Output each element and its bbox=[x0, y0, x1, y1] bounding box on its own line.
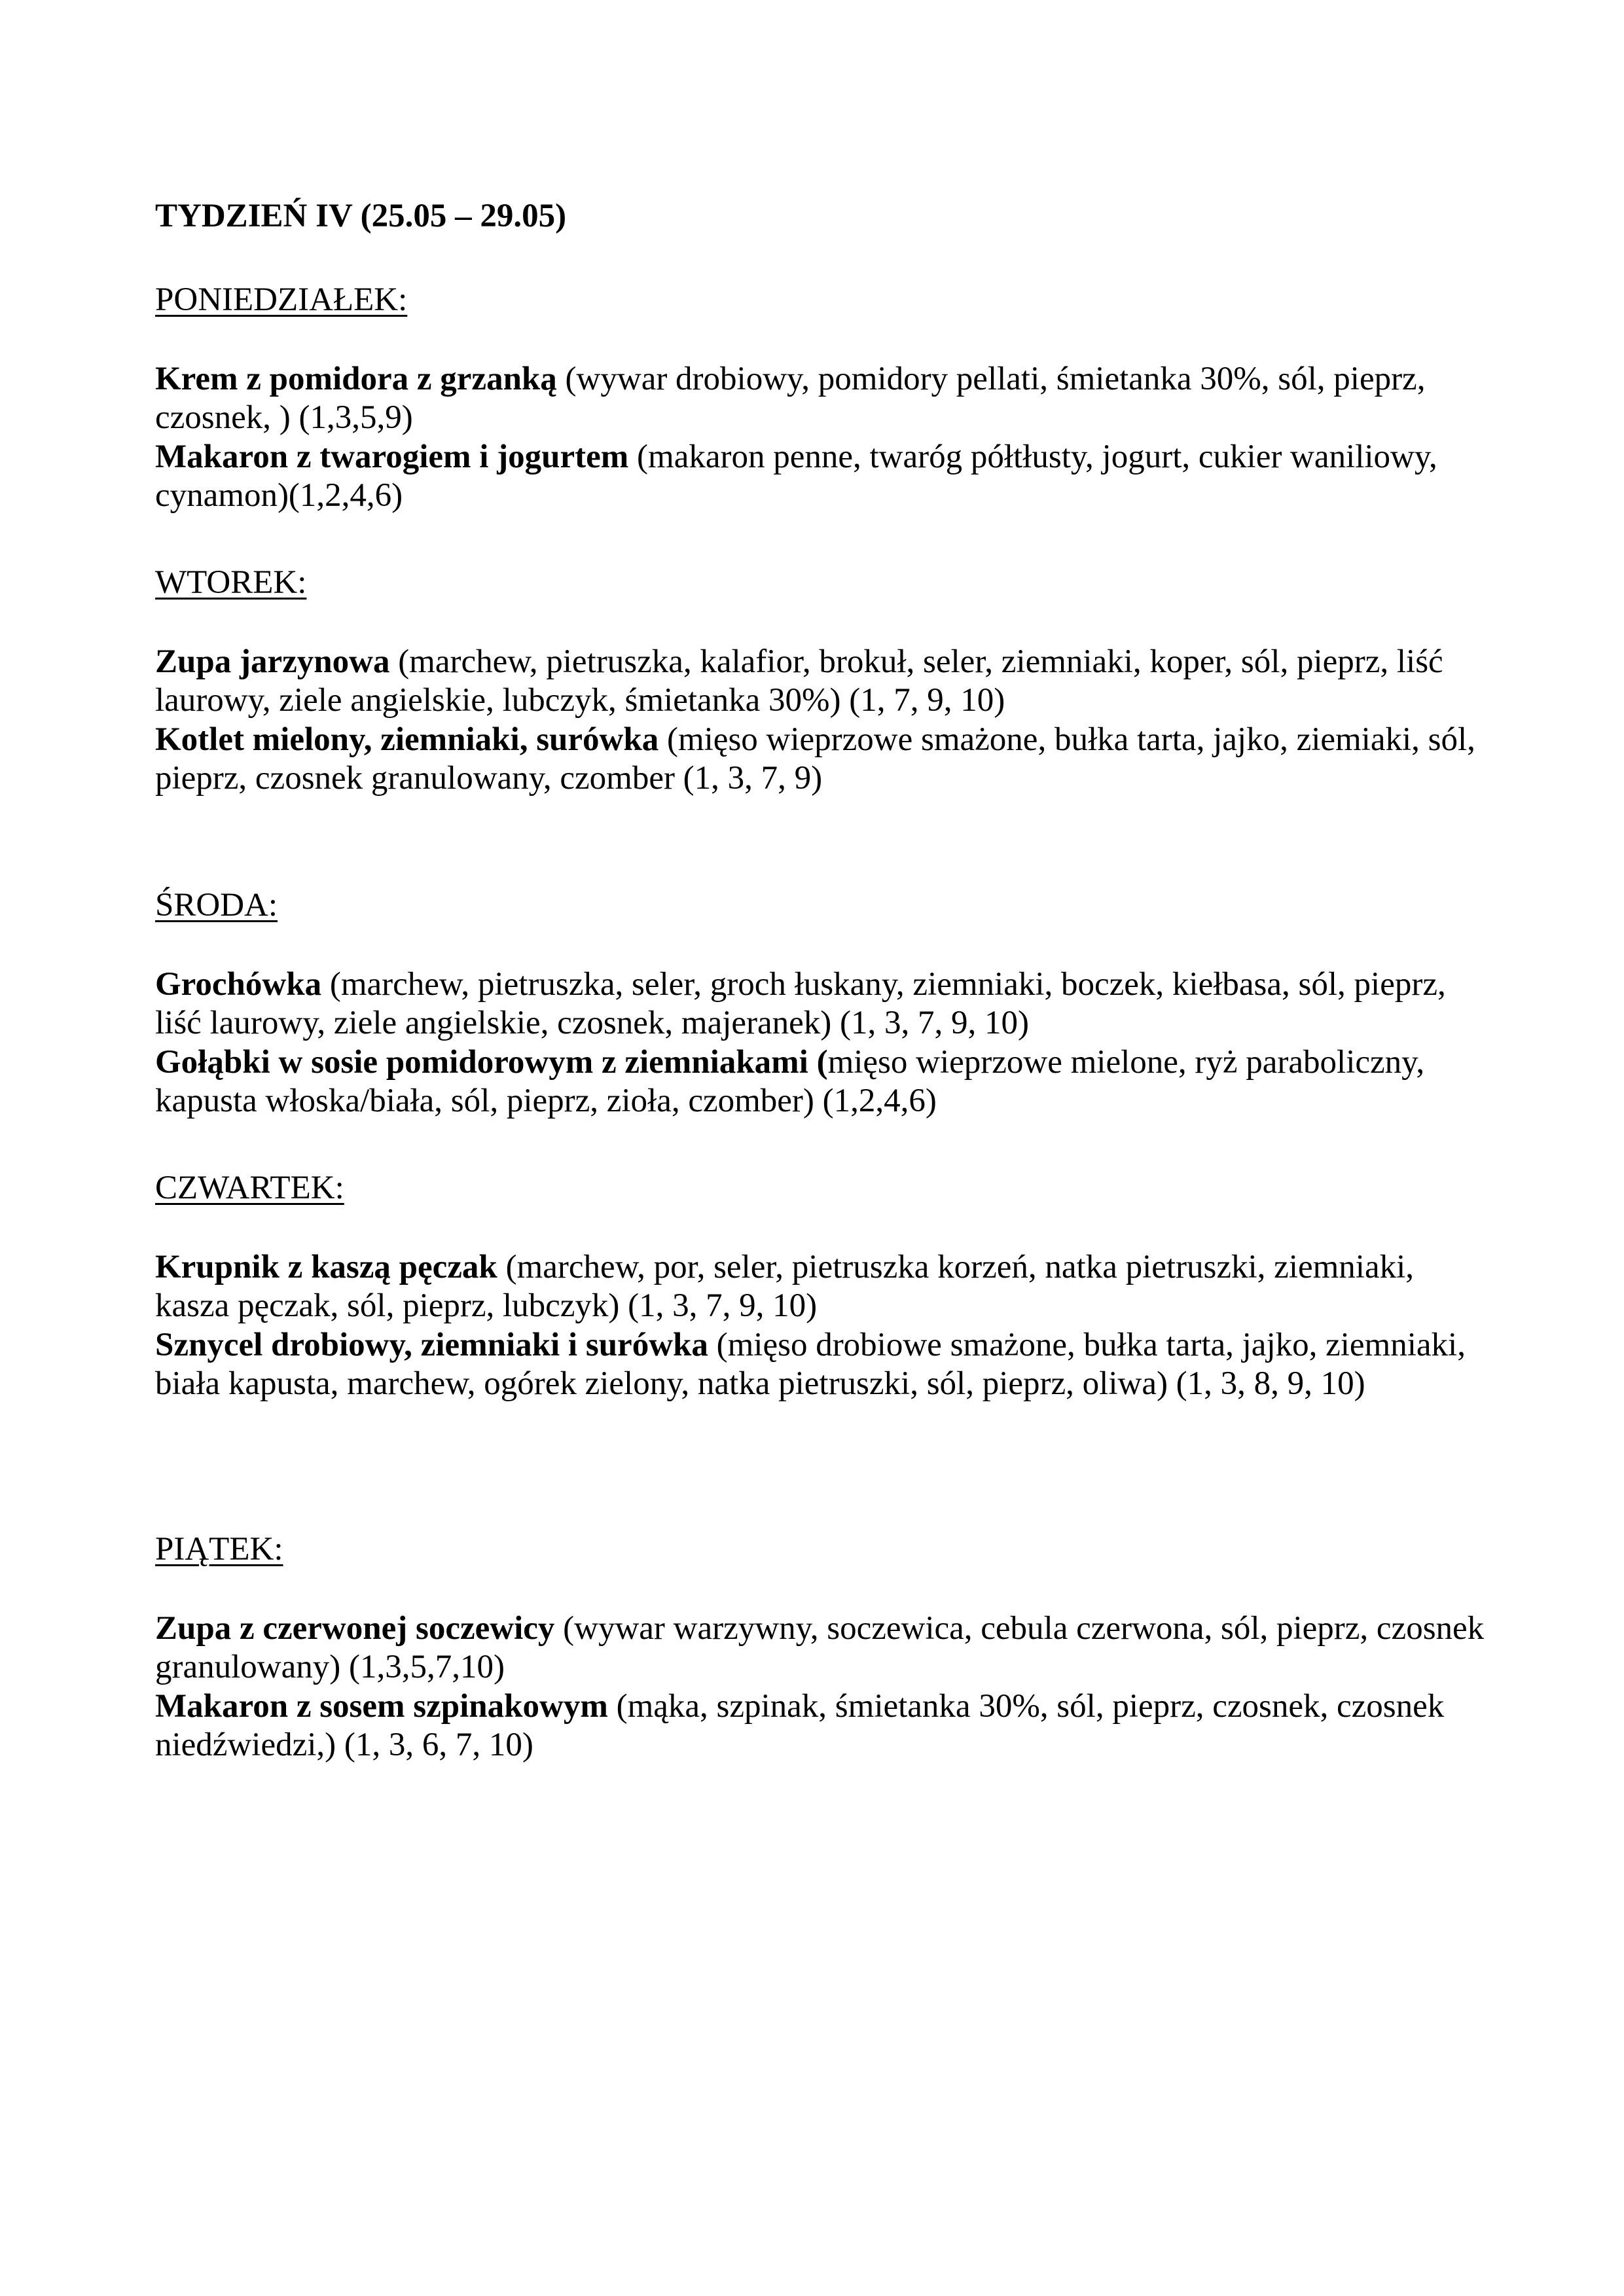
dish-entry bbox=[155, 1043, 1490, 1121]
dish-details: (mięso drobiowe smażone, bułka tarta, jajko, ziemniaki, biała kapusta, marchew, ogórek zielony, natka pietruszki, sól, pieprz, oliwa) (1, 3, 8, 9, 10) bbox=[155, 1327, 1466, 1402]
dish-name: Sznycel drobiowy, ziemniaki i surówka bbox=[155, 1327, 708, 1363]
dish-name: Makaron z twarogiem i jogurtem bbox=[155, 439, 629, 475]
dish-name: Makaron z sosem szpinakowym bbox=[155, 1688, 608, 1725]
dish-details: (wywar warzywny, soczewica, cebula czerwona, sól, pieprz, czosnek granulowany) (1,3,5,7,10) bbox=[155, 1610, 1485, 1685]
dish-details: (marchew, por, seler, pietruszka korzeń, natka pietruszki, ziemniaki, kasza pęczak, sól, pieprz, lubczyk) (1, 3, 7, 9, 10) bbox=[155, 1249, 1415, 1324]
dish-details: (marchew, pietruszka, kalafior, brokuł, seler, ziemniaki, koper, sól, pieprz, liść laurowy, ziele angielskie, lubczyk, śmietanka 30%) (1, 7, 9, 10) bbox=[155, 643, 1443, 719]
dish-details: (wywar drobiowy, pomidory pellati, śmietanka 30%, sól, pieprz, czosnek, ) (1,3,5,9) bbox=[155, 361, 1426, 436]
dish-entry bbox=[155, 1687, 1490, 1765]
dish-name: Krem z pomidora z grzanką bbox=[155, 361, 557, 397]
dish-entry bbox=[155, 438, 1490, 515]
dish-name: Zupa jarzynowa bbox=[155, 643, 390, 680]
page-title: TYDZIEŃ IV (25.05 – 29.05) bbox=[155, 198, 567, 234]
dish-name: Grochówka bbox=[155, 966, 322, 1003]
day-heading-thursday: CZWARTEK: bbox=[155, 1170, 344, 1206]
dish-entry bbox=[155, 1248, 1490, 1325]
dish-name: Gołąbki w sosie pomidorowym z ziemniakami ( bbox=[155, 1044, 828, 1081]
dish-details: (makaron penne, twaróg półtłusty, jogurt, cukier waniliowy, cynamon)(1,2,4,6) bbox=[155, 439, 1437, 514]
day-heading-monday: PONIEDZIAŁEK: bbox=[155, 281, 408, 318]
dish-details: (mąka, szpinak, śmietanka 30%, sól, pieprz, czosnek, czosnek niedźwiedzi,) (1, 3, 6, 7, 10) bbox=[155, 1688, 1445, 1763]
dish-entry bbox=[155, 643, 1490, 720]
dish-entry bbox=[155, 1609, 1490, 1687]
day-heading-wednesday: ŚRODA: bbox=[155, 887, 278, 924]
day-heading-friday: PIĄTEK: bbox=[155, 1531, 283, 1568]
dish-entry bbox=[155, 360, 1490, 437]
dish-entry bbox=[155, 721, 1490, 798]
dish-details: mięso wieprzowe mielone, ryż paraboliczny, kapusta włoska/biała, sól, pieprz, zioła, czomber) (1,2,4,6) bbox=[155, 1044, 1425, 1119]
dish-name: Kotlet mielony, ziemniaki, surówka bbox=[155, 721, 659, 758]
dish-details: (mięso wieprzowe smażone, bułka tarta, jajko, ziemiaki, sól, pieprz, czosnek granulowany, czomber (1, 3, 7, 9) bbox=[155, 721, 1475, 797]
dish-entry bbox=[155, 1326, 1490, 1403]
day-heading-tuesday: WTOREK: bbox=[155, 564, 307, 601]
dish-name: Zupa z czerwonej soczewicy bbox=[155, 1610, 555, 1647]
dish-entry bbox=[155, 965, 1490, 1043]
dish-details: (marchew, pietruszka, seler, groch łuskany, ziemniaki, boczek, kiełbasa, sól, pieprz, liść laurowy, ziele angielskie, czosnek, majeranek) (1, 3, 7, 9, 10) bbox=[155, 966, 1446, 1041]
dish-name: Krupnik z kaszą pęczak bbox=[155, 1249, 497, 1285]
